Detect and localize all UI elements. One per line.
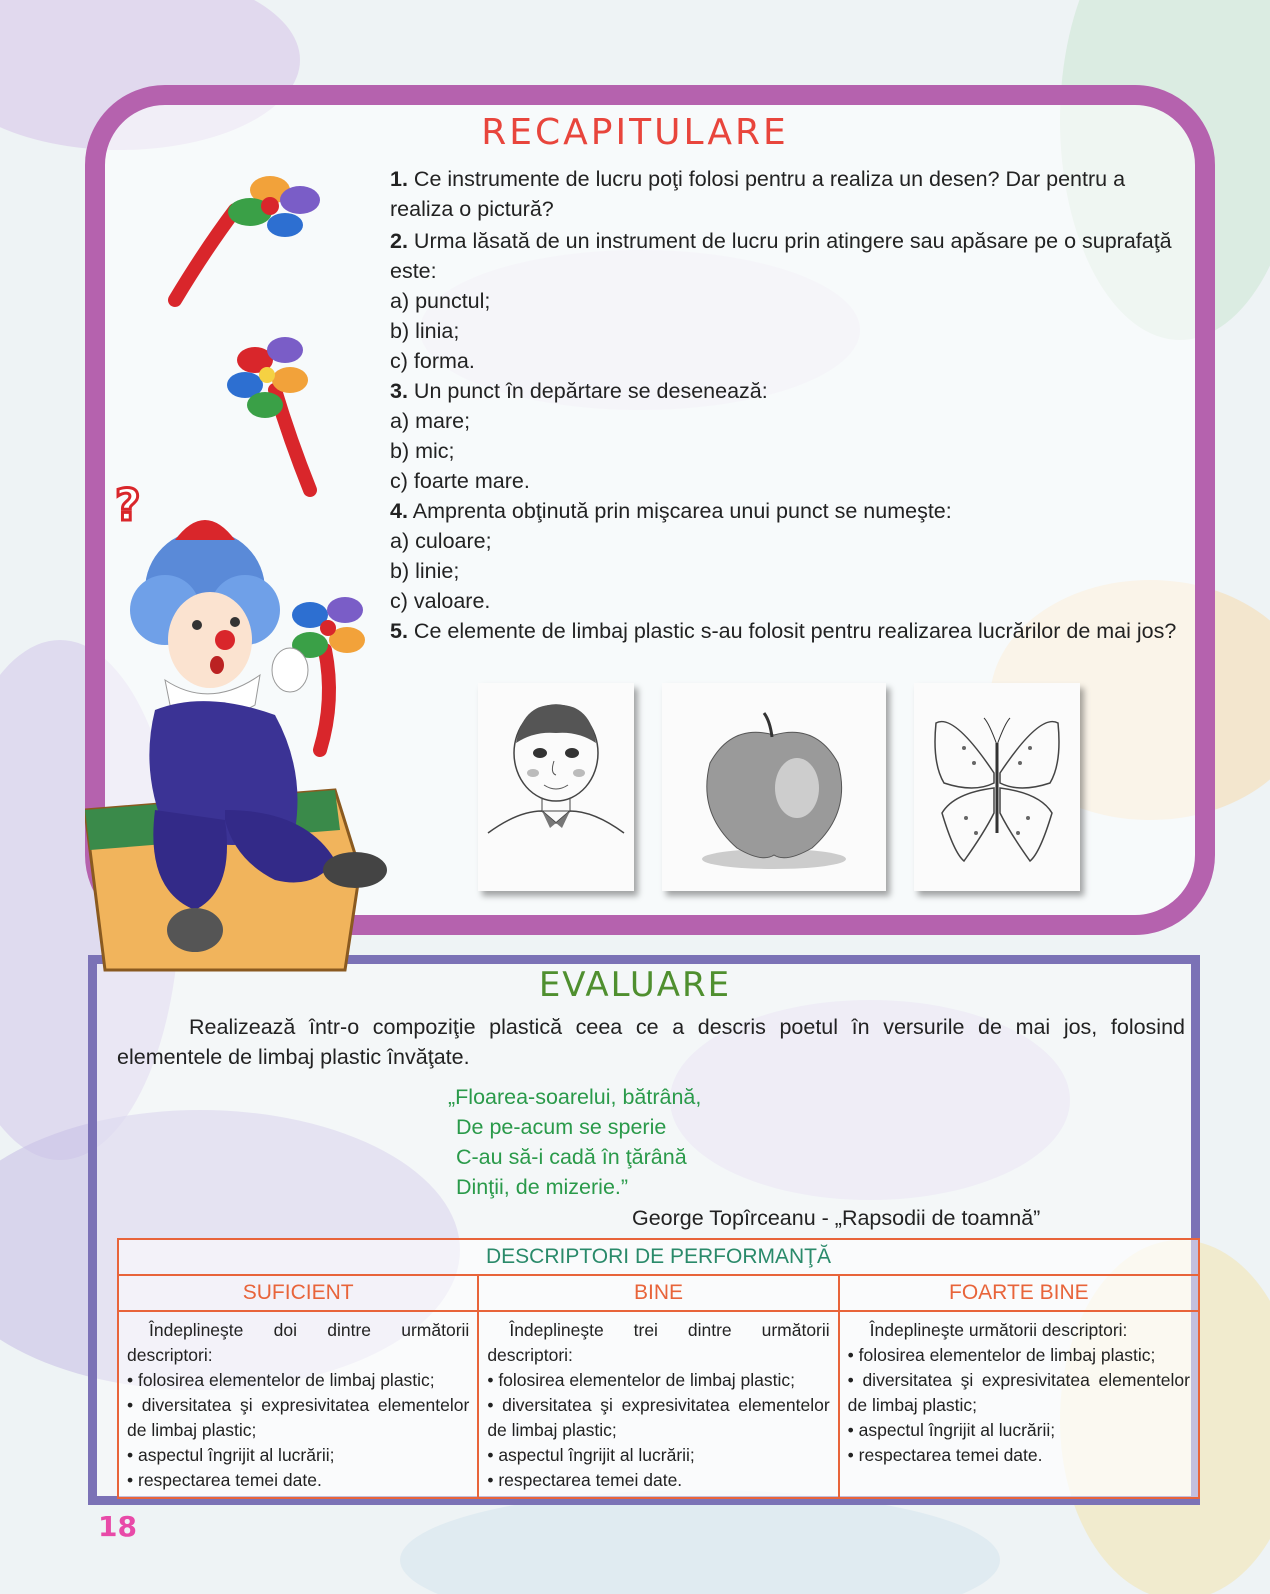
evaluation-task-text: Realizează într-o compoziţie plastică ceea ce a descris poetul în versurile de mai jos, folosind elementele de limbaj plastic învăţate. — [117, 1015, 1185, 1069]
svg-text:?: ? — [115, 480, 141, 531]
descriptor-item: • folosirea elementelor de limbaj plastic; — [847, 1345, 1156, 1365]
descriptor-cell-suficient — [118, 1311, 478, 1498]
column-header-suficient: SUFICIENT — [118, 1275, 478, 1311]
poem-line: Dinţii, de mizerie.” — [456, 1175, 629, 1199]
question-1 — [390, 164, 1190, 224]
recap-questions — [390, 164, 1190, 646]
answer-option: c) foarte mare. — [390, 469, 530, 493]
descriptor-cell-foarte-bine — [839, 1311, 1199, 1498]
descriptor-item: • aspectul îngrijit al lucrării; — [487, 1445, 695, 1465]
question-number: 1. — [390, 167, 408, 191]
descriptor-intro: Îndeplineşte următorii descriptori: — [869, 1320, 1128, 1340]
evaluation-title: EVALUARE — [538, 965, 732, 1005]
question-number: 5. — [390, 619, 408, 643]
answer-option: a) culoare; — [390, 529, 492, 553]
question-4 — [390, 496, 1190, 526]
descriptor-item: • respectarea temei date. — [487, 1470, 683, 1490]
question-number: 3. — [390, 379, 408, 403]
evaluation-task — [117, 1012, 1185, 1072]
question-text: Ce elemente de limbaj plastic s-au folosit pentru realizarea lucrărilor de mai jos? — [413, 619, 1177, 643]
apple-drawing — [662, 683, 886, 891]
answer-option: c) forma. — [390, 349, 475, 373]
descriptor-item: • diversitatea şi expresivitatea elementelor de limbaj plastic; — [847, 1370, 1190, 1415]
table-header: DESCRIPTORI DE PERFORMANŢĂ — [118, 1239, 1199, 1275]
question-number: 2. — [390, 229, 408, 253]
descriptor-item: • folosirea elementelor de limbaj plastic; — [127, 1370, 435, 1390]
column-header-bine: BINE — [478, 1275, 838, 1311]
question-text: Amprenta obţinută prin mişcarea unui punct se numeşte: — [412, 499, 952, 523]
descriptor-item: • respectarea temei date. — [847, 1445, 1043, 1465]
question-2 — [390, 226, 1190, 286]
answer-option: a) punctul; — [390, 289, 491, 313]
descriptor-intro: Îndeplineşte trei dintre următorii descriptori: — [487, 1320, 830, 1365]
balloon-flower-icon — [227, 337, 310, 490]
descriptor-item: • aspectul îngrijit al lucrării; — [127, 1445, 335, 1465]
descriptor-cell-bine — [478, 1311, 838, 1498]
descriptor-item: • diversitatea şi expresivitatea elementelor de limbaj plastic; — [127, 1395, 470, 1440]
descriptor-item: • aspectul îngrijit al lucrării; — [847, 1420, 1056, 1440]
question-3 — [390, 376, 1190, 406]
page-number: 18 — [98, 1510, 137, 1543]
recap-title: RECAPITULARE — [481, 112, 789, 153]
boy-portrait-drawing — [478, 683, 634, 891]
question-text: Urma lăsată de un instrument de lucru prin atingere sau apăsare pe o suprafaţă este: — [390, 229, 1172, 283]
question-number: 4. — [390, 499, 408, 523]
column-header-foarte-bine: FOARTE BINE — [839, 1275, 1199, 1311]
clown-illustration — [85, 170, 415, 980]
answer-option: a) mare; — [390, 409, 471, 433]
answer-option: b) mic; — [390, 439, 455, 463]
descriptor-item: • diversitatea şi expresivitatea elementelor de limbaj plastic; — [487, 1395, 830, 1440]
performance-descriptors-table — [117, 1238, 1200, 1499]
answer-option: b) linie; — [390, 559, 460, 583]
balloon-flower-icon — [175, 176, 320, 300]
answer-option: c) valoare. — [390, 589, 491, 613]
descriptor-item: • respectarea temei date. — [127, 1470, 322, 1490]
poem — [448, 1082, 701, 1202]
poem-line: „Floarea-soarelui, bătrână, — [448, 1085, 702, 1109]
question-text: Un punct în depărtare se desenează: — [413, 379, 768, 403]
question-text: Ce instrumente de lucru poţi folosi pentru a realiza un desen? Dar pentru a realiza o pictură? — [390, 167, 1126, 221]
poem-author: George Topîrceanu - „Rapsodii de toamnă” — [632, 1206, 1041, 1230]
poem-line: C-au să-i cadă în ţărână — [456, 1145, 687, 1169]
poem-line: De pe-acum se sperie — [456, 1115, 667, 1139]
descriptor-item: • folosirea elementelor de limbaj plastic; — [487, 1370, 795, 1390]
descriptor-intro: Îndeplineşte doi dintre următorii descriptori: — [127, 1320, 470, 1365]
answer-option: b) linia; — [390, 319, 460, 343]
question-5 — [390, 616, 1190, 646]
butterfly-drawing — [914, 683, 1080, 891]
